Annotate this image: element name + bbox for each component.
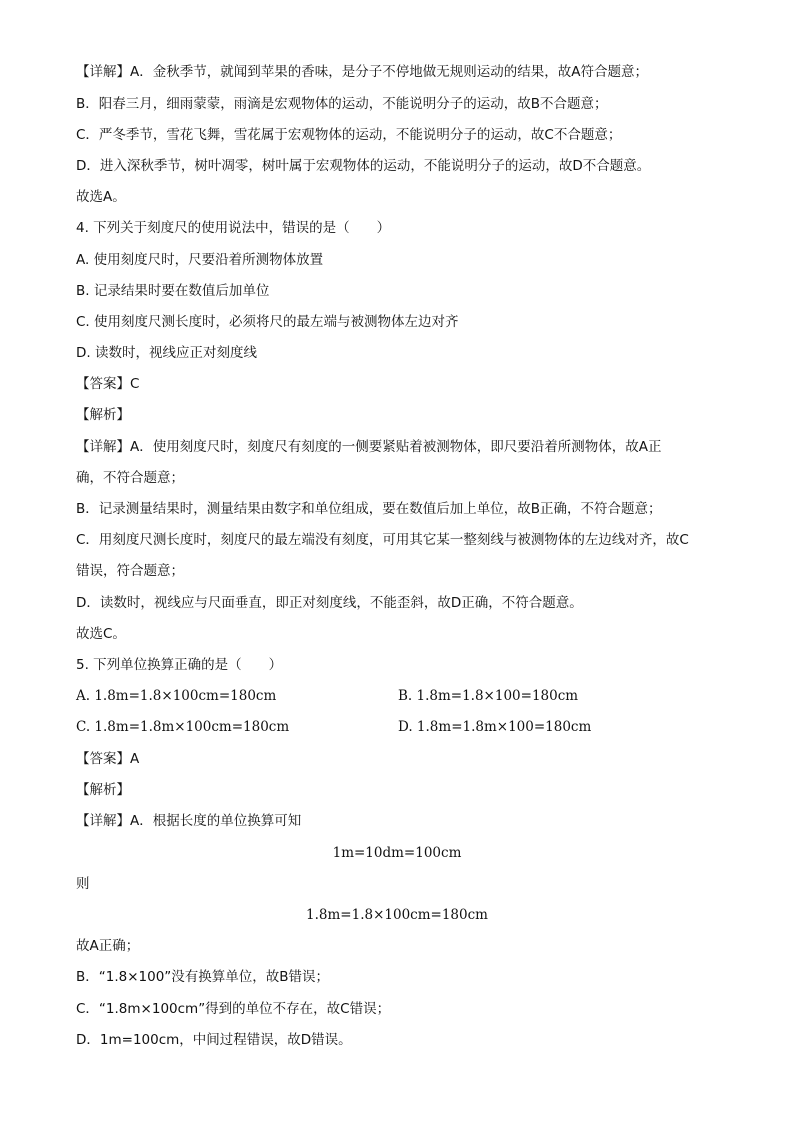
conclusion-line: 故选A。: [76, 189, 126, 205]
question-4-answer: 【答案】C: [76, 376, 140, 392]
question-5-option-c: C. 1.8m=1.8m×100cm=180cm: [76, 719, 290, 735]
question-4-stem: 4. 下列关于刻度尺的使用说法中，错误的是（ ）: [76, 220, 391, 236]
question-4-option-b: B. 记录结果时要在数值后加单位: [76, 283, 270, 299]
question-5-answer: 【答案】A: [76, 751, 140, 767]
question-5-analysis-heading: 【解析】: [76, 782, 130, 798]
question-4-analysis-heading: 【解析】: [76, 407, 130, 423]
question-4-option-c: C. 使用刻度尺测长度时，必须将尺的最左端与被测物体左边对齐: [76, 314, 459, 330]
equation-2: 1.8m=1.8×100cm=180cm: [306, 907, 488, 923]
explanation-line: 则: [76, 876, 90, 892]
explanation-line: D．进入深秋季节，树叶凋零，树叶属于宏观物体的运动，不能说明分子的运动，故D不合题意。: [76, 158, 651, 174]
explanation-line: B．“1.8×100”没有换算单位，故B错误；: [76, 969, 330, 985]
explanation-line: C．严冬季节，雪花飞舞，雪花属于宏观物体的运动，不能说明分子的运动，故C不合题意；: [76, 127, 622, 143]
question-5-option-a: A. 1.8m=1.8×100cm=180cm: [76, 688, 277, 704]
explanation-line: 错误，符合题意；: [76, 563, 184, 579]
equation-1: 1m=10dm=100cm: [332, 845, 462, 861]
explanation-line: C．“1.8m×100cm”得到的单位不存在，故C错误；: [76, 1001, 391, 1017]
question-4-option-d: D. 读数时，视线应正对刻度线: [76, 345, 257, 361]
explanation-line: D．1m=100cm，中间过程错误，故D错误。: [76, 1032, 352, 1048]
question-5-stem: 5. 下列单位换算正确的是（ ）: [76, 657, 283, 673]
question-5-option-b: B. 1.8m=1.8×100=180cm: [398, 688, 579, 704]
question-5-option-d: D. 1.8m=1.8m×100=180cm: [398, 719, 592, 735]
explanation-line: B．记录测量结果时，测量结果由数字和单位组成，要在数值后加上单位，故B正确，不符合题意；: [76, 501, 662, 517]
explanation-line: C．用刻度尺测长度时，刻度尺的最左端没有刻度，可用其它某一整刻线与被测物体的左边线对齐，故C: [76, 532, 689, 548]
question-4-option-a: A. 使用刻度尺时，尺要沿着所测物体放置: [76, 252, 324, 268]
explanation-line: 确，不符合题意；: [76, 470, 184, 486]
conclusion-line: 故选C。: [76, 626, 126, 642]
explanation-line: D．读数时，视线应与尺面垂直，即正对刻度线，不能歪斜，故D正确，不符合题意。: [76, 595, 583, 611]
explanation-line: 【详解】A．金秋季节，就闻到苹果的香味，是分子不停地做无规则运动的结果，故A符合题意；: [76, 64, 648, 80]
explanation-line: 【详解】A．使用刻度尺时，刻度尺有刻度的一侧要紧贴着被测物体，即尺要沿着所测物体，故A正: [76, 439, 662, 455]
explanation-line: 故A正确；: [76, 938, 140, 954]
explanation-line: 【详解】A．根据长度的单位换算可知: [76, 813, 302, 829]
explanation-line: B．阳春三月，细雨蒙蒙，雨滴是宏观物体的运动，不能说明分子的运动，故B不合题意；: [76, 96, 608, 112]
